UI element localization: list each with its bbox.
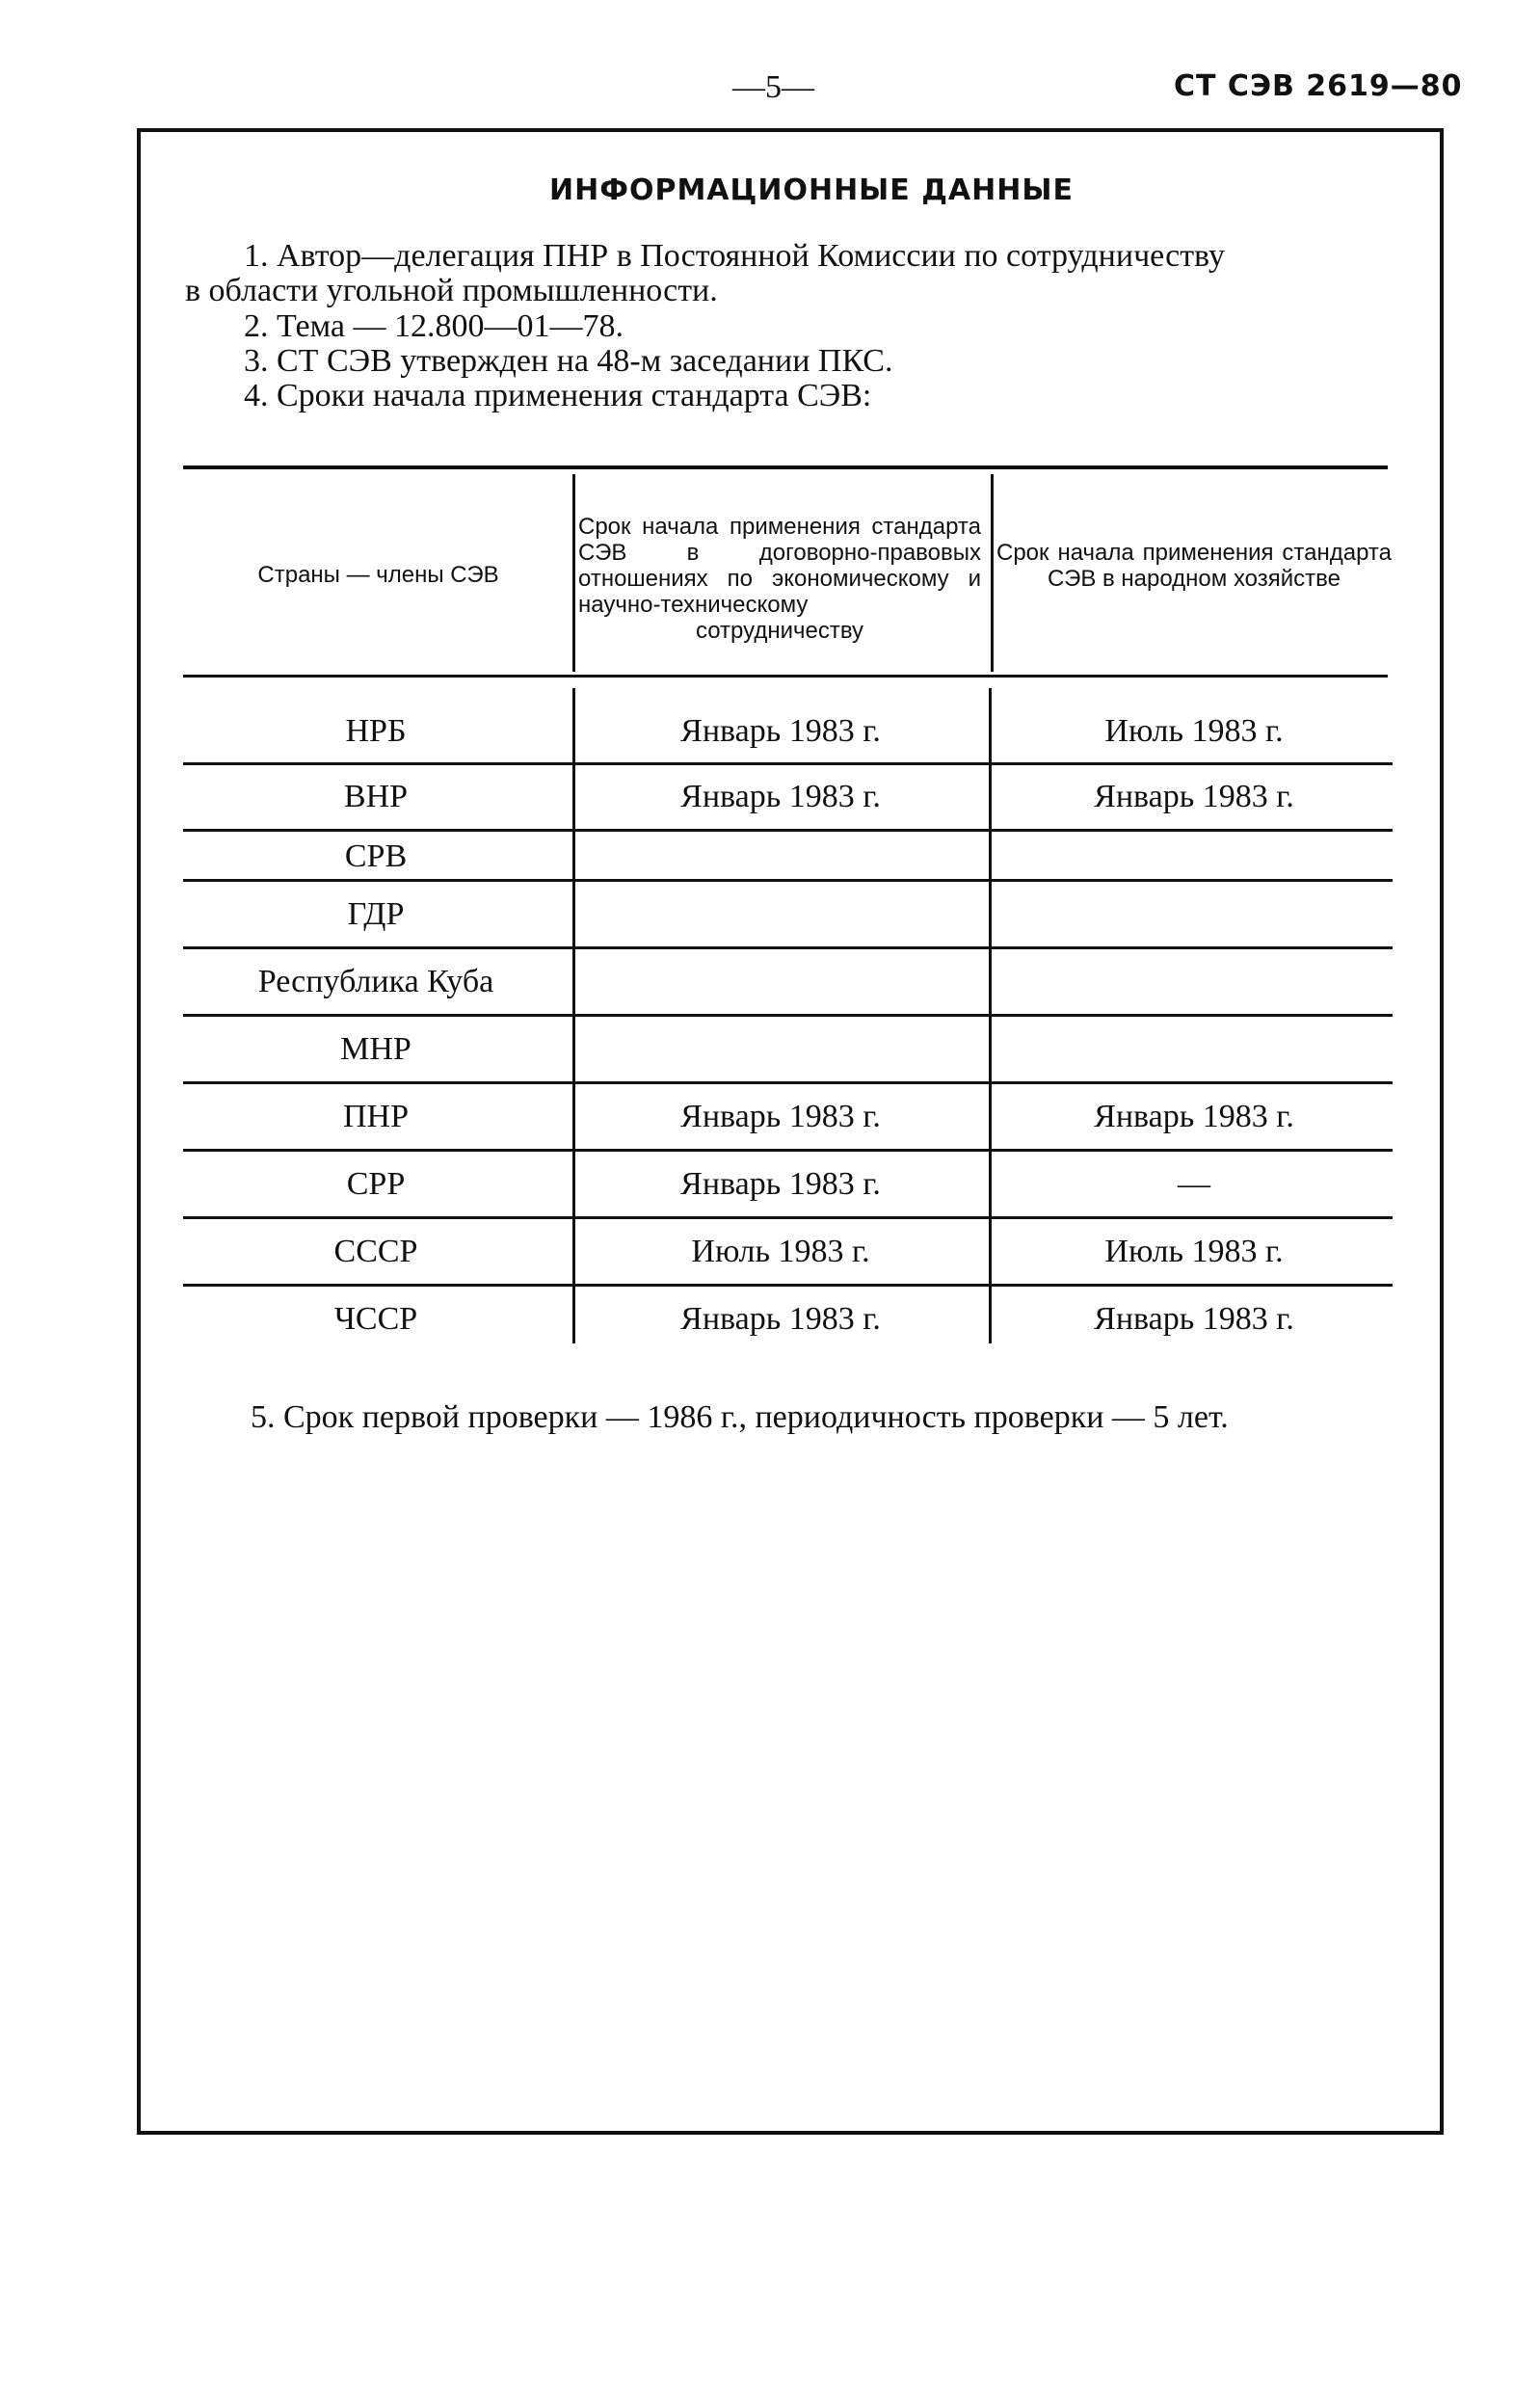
document-id: СТ СЭВ 2619—80 xyxy=(1174,69,1463,103)
contract-date-cell: Январь 1983 г. xyxy=(680,1301,881,1337)
row-rule xyxy=(183,946,1393,949)
country-cell: ЧССР xyxy=(333,1301,418,1337)
item-4: 4. Сроки начала применения стандарта СЭВ: xyxy=(244,378,872,413)
economy-date-cell: — xyxy=(1178,1166,1210,1202)
column-header-economy: Срок начала применения стандарта СЭВ в народном хозяйстве xyxy=(996,540,1392,592)
page-number: —5— xyxy=(732,69,814,105)
contract-date-cell: Январь 1983 г. xyxy=(680,1099,881,1134)
row-rule xyxy=(183,1284,1393,1287)
row-rule xyxy=(183,1216,1393,1219)
row-rule xyxy=(183,879,1393,882)
country-cell: ГДР xyxy=(347,896,405,932)
column-header-contract: Срок начала применения стандарта СЭВ в договорно-правовых отношениях по экономическому и научно-техническому сотрудничеству xyxy=(578,514,981,644)
row-rule xyxy=(183,1149,1393,1152)
item-3: 3. СТ СЭВ утвержден на 48-м заседании ПКС. xyxy=(244,343,893,379)
country-cell: СССР xyxy=(333,1234,418,1269)
country-cell: НРБ xyxy=(345,713,407,749)
row-rule xyxy=(183,762,1393,765)
economy-date-cell: Июль 1983 г. xyxy=(1104,1234,1284,1269)
table-top-rule xyxy=(183,465,1388,469)
economy-date-cell: Январь 1983 г. xyxy=(1094,1099,1294,1134)
column-header-countries: Страны — члены СЭВ xyxy=(257,562,499,588)
item-1-line-1: 1. Автор—делегация ПНР в Постоянной Комиссии по сотрудничеству xyxy=(244,238,1225,274)
row-rule xyxy=(183,1014,1393,1017)
economy-date-cell: Июль 1983 г. xyxy=(1104,713,1284,749)
country-cell: СРР xyxy=(346,1166,406,1202)
row-rule xyxy=(183,1081,1393,1084)
economy-date-cell: Январь 1983 г. xyxy=(1094,779,1294,814)
country-cell: ВНР xyxy=(343,779,409,814)
item-1-line-2: в области угольной промышленности. xyxy=(185,273,718,308)
contract-date-cell: Июль 1983 г. xyxy=(691,1234,870,1269)
country-cell: МНР xyxy=(340,1031,412,1067)
contract-date-cell: Январь 1983 г. xyxy=(680,713,881,749)
row-rule xyxy=(183,829,1393,832)
country-cell: ПНР xyxy=(342,1099,410,1134)
header-separator-1 xyxy=(572,474,575,672)
header-separator-2 xyxy=(991,474,994,672)
country-cell: Республика Куба xyxy=(257,964,494,999)
table-header-rule xyxy=(183,675,1388,678)
country-cell: СРВ xyxy=(344,838,408,874)
contract-date-cell: Январь 1983 г. xyxy=(680,779,881,814)
item-5: 5. Срок первой проверки — 1986 г., периодичность проверки — 5 лет. xyxy=(251,1399,1229,1435)
section-title: ИНФОРМАЦИОННЫЕ ДАННЫЕ xyxy=(549,173,1074,207)
contract-date-cell: Январь 1983 г. xyxy=(680,1166,881,1202)
economy-date-cell: Январь 1983 г. xyxy=(1094,1301,1294,1337)
item-2: 2. Тема — 12.800—01—78. xyxy=(244,308,624,344)
